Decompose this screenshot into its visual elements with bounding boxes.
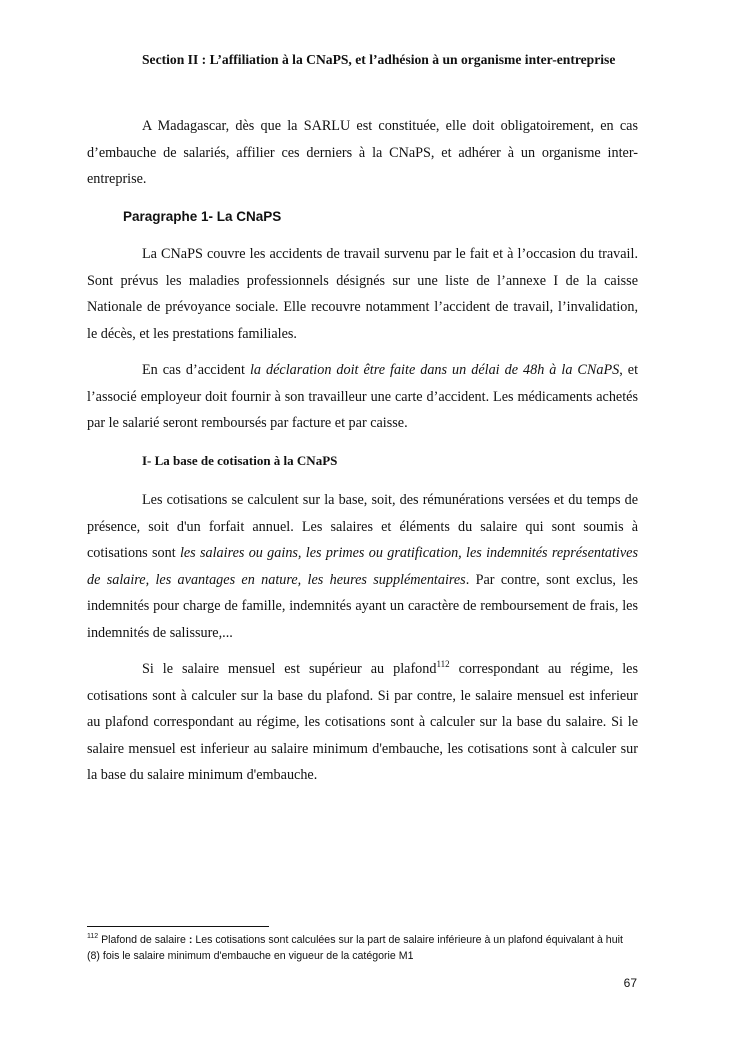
cotisation-block bbox=[87, 487, 638, 646]
cotisation-text-start: Les cotisations se calculent sur la base, soit, des rémunérations versées et du temps de présence, soit d'un forfait annuel. Les salaires et éléments du salaire qui sont soumis à cotisations sont bbox=[87, 492, 638, 561]
accident-paragraph bbox=[87, 357, 638, 437]
coverage-block bbox=[87, 241, 638, 347]
accident-text-italic: la déclaration doit être faite dans un délai de 48h à la CNaPS bbox=[249, 362, 620, 378]
section-heading-block bbox=[87, 47, 638, 74]
footnote-number: 112 bbox=[87, 933, 99, 940]
accident-text-end: , et l’associé employeur doit fournir à son travailleur une carte d’accident. Les médicaments achetés par le salarié seront remboursés par facture et par caisse. bbox=[87, 362, 639, 431]
footnote-colon: : bbox=[188, 934, 193, 946]
plafond-block bbox=[87, 656, 638, 789]
plafond-text-end: correspondant au régime, les cotisations sont à calculer sur la base du plafond. Si par contre, le salaire mensuel est inferieur au plafond correspondant au régime, les cotisations sont à calculer sur la base du salaire. Si le salaire mensuel est inferieur au salaire minimum d'embauche, les cotisations sont à calculer sur la base du salaire minimum d'embauche. bbox=[87, 661, 638, 783]
intro-paragraph: A Madagascar, dès que la SARLU est constituée, elle doit obligatoirement, en cas d’embauche de salariés, affilier ces derniers à la CNaPS, et adhérer à un organisme inter-entreprise. bbox=[87, 118, 638, 187]
paragraph-heading-block bbox=[87, 204, 638, 230]
footnote-label: Plafond de salaire bbox=[98, 934, 189, 946]
footnote-reference[interactable]: 112 bbox=[436, 659, 450, 669]
footnote-text: Les cotisations sont calculées sur la part de salaire inférieure à un plafond équivalant à huit (8) fois le salaire minimum d'embauche en vigueur de la catégorie M1 bbox=[87, 934, 623, 962]
subheading: I- La base de cotisation à la CNaPS bbox=[142, 453, 338, 468]
footnote-divider bbox=[87, 926, 269, 927]
plafond-text-start: Si le salaire mensuel est supérieur au plafond bbox=[142, 661, 437, 677]
cotisation-text-italic: les salaires ou gains, les primes ou gratification, les indemnités représentatives de salaire, les avantages en nature, les heures supplémentaires bbox=[87, 545, 638, 588]
cotisation-text-end: . Par contre, sont exclus, les indemnités pour charge de famille, indemnités ayant un caractère de remboursement de frais, les indemnités de salissure,... bbox=[87, 571, 638, 641]
paragraph-heading: Paragraphe 1- La CNaPS bbox=[123, 209, 282, 224]
subheading-block bbox=[87, 448, 638, 475]
section-heading: Section II : L’affiliation à la CNaPS, et l’adhésion à un organisme inter-entreprise bbox=[142, 52, 616, 67]
cotisation-paragraph bbox=[87, 487, 638, 646]
intro-block bbox=[87, 113, 638, 193]
footnote bbox=[87, 932, 638, 964]
page-number: 67 bbox=[623, 976, 637, 990]
accident-block bbox=[87, 357, 638, 437]
coverage-paragraph: La CNaPS couvre les accidents de travail survenu par le fait et à l’occasion du travail. Sont prévus les maladies professionnels désignés sur une liste de l’annexe I de la caisse Nationale de prévoyance sociale. Elle recouvre notamment l’accident de travail, l’invalidation, le décès, et les prestations familiales. bbox=[87, 246, 638, 342]
plafond-paragraph bbox=[87, 656, 638, 789]
accident-text-start: En cas d’accident bbox=[142, 362, 250, 378]
